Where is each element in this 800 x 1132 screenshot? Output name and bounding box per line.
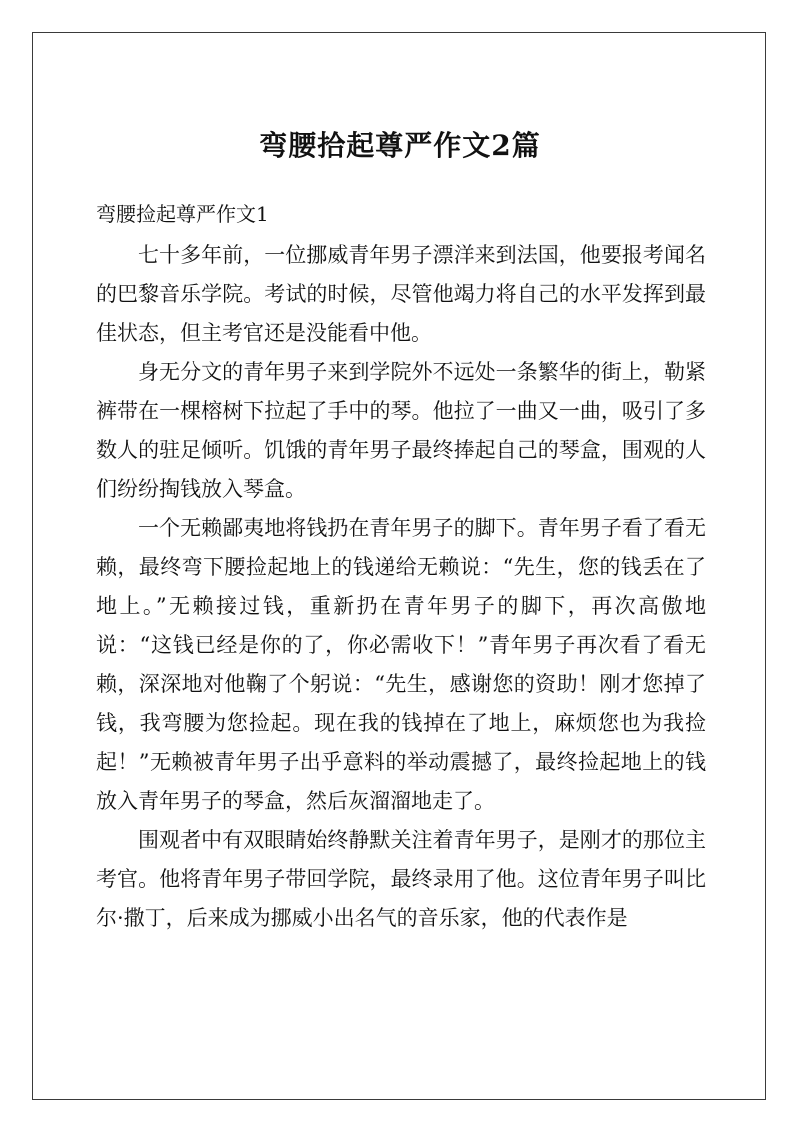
document-title: 弯腰拾起尊严作文2篇 bbox=[259, 129, 541, 162]
paragraph: 一个无赖鄙夷地将钱扔在青年男子的脚下。青年男子看了看无赖，最终弯下腰捡起地上的钱递给无赖说：“先生，您的钱丢在了地上。”无赖接过钱，重新扔在青年男子的脚下，再次高傲地说：“这钱已经是你的了，你必需收下！”青年男子再次看了看无赖，深深地对他鞠了个躬说：“先生，感谢您的资助！刚才您掉了钱，我弯腰为您捡起。现在我的钱掉在了地上，麻烦您也为我捡起！”无赖被青年男子出乎意料的举动震撼了，最终捡起地上的钱放入青年男子的琴盒，然后灰溜溜地走了。 bbox=[96, 516, 706, 813]
paragraph: 七十多年前，一位挪威青年男子漂洋来到法国，他要报考闻名的巴黎音乐学院。考试的时候，尽管他竭力将自己的水平发挥到最佳状态，但主考官还是没能看中他。 bbox=[96, 243, 706, 345]
section-heading: 弯腰捡起尊严作文1 bbox=[96, 202, 269, 226]
paragraph: 身无分文的青年男子来到学院外不远处一条繁华的街上，勒紧裤带在一棵榕树下拉起了手中的琴。他拉了一曲又一曲，吸引了多数人的驻足倾听。饥饿的青年男子最终捧起自己的琴盒，围观的人们纷纷掏钱放入琴盒。 bbox=[96, 360, 706, 501]
essay-body bbox=[96, 236, 706, 938]
paragraph: 围观者中有双眼睛始终静默关注着青年男子，是刚才的那位主考官。他将青年男子带回学院，最终录用了他。这位青年男子叫比尔·撒丁，后来成为挪威小出名气的音乐家，他的代表作是 bbox=[96, 828, 706, 930]
